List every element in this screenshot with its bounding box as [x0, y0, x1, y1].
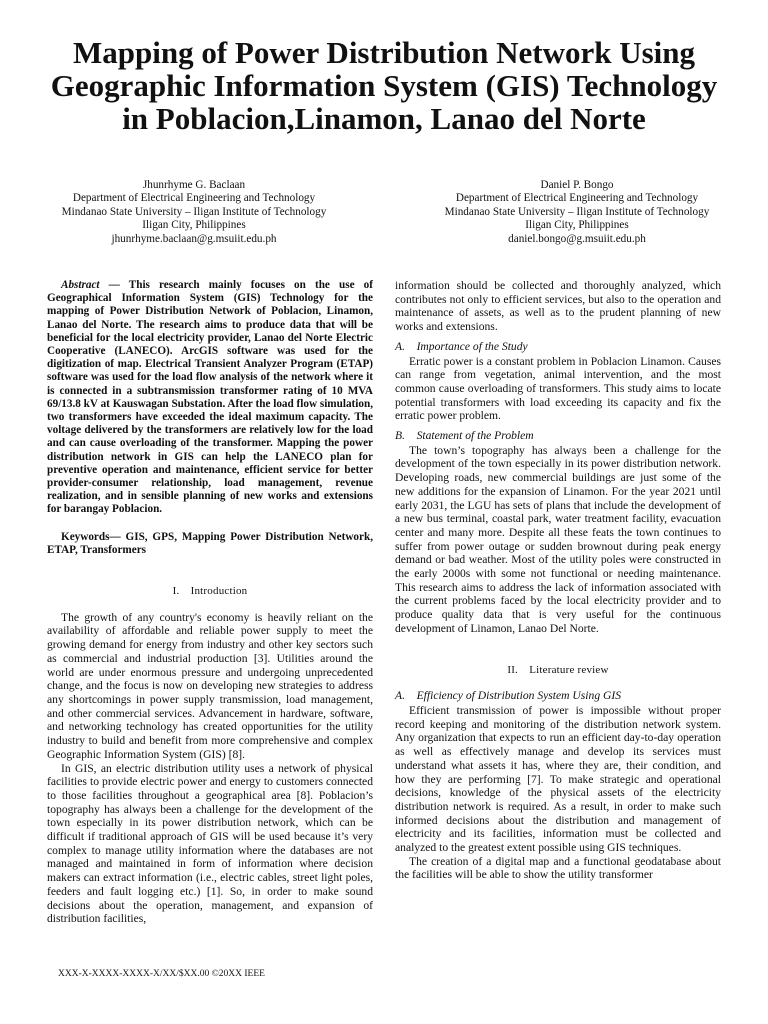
author-institution: Mindanao State University – Iligan Institute of Technology: [61, 205, 327, 218]
literature-paragraph-2: The creation of a digital map and a functional geodatabase about the facilities will be able to show the utility transformer: [395, 854, 721, 882]
subsection-heading-efficiency: A. Efficiency of Distribution System Using GIS: [395, 689, 622, 703]
author-email: jhunrhyme.baclaan@g.msuiit.edu.ph: [111, 232, 277, 245]
keywords: Keywords— GIS, GPS, Mapping Power Distribution Network, ETAP, Transformers: [47, 530, 373, 556]
author-department: Department of Electrical Engineering and Technology: [72, 192, 316, 205]
paper-title: Mapping of Power Distribution Network Using Geographic Information System (GIS) Technology in Poblacion,Linamon, Lanao del Norte: [50, 35, 718, 136]
author-department: Department of Electrical Engineering and Technology: [455, 192, 699, 205]
author-city: Iligan City, Philippines: [142, 219, 246, 232]
abstract-label: Abstract: [61, 279, 100, 291]
intro-paragraph-2: In GIS, an electric distribution utility uses a network of physical facilities to provide electric power and energy to customers connected to those facilities throughout a geographical area [8]. Poblacion’s topography has always been a challenge for the development of the town especially in its power distribution network, which can be difficult if traditional approach of GIS will be used because it’s very complex to manage utility information where the databases are not managed and maintained in form of information where decision makers can extract information (i.e., electric cables, street light poles, feeders and fault logging etc.) [1]. So, in order to make sound decisions about the operation, management, and expansion of distribution facilities,: [47, 761, 373, 926]
problem-paragraph: The town’s topography has always been a challenge for the development of the town especially in its power distribution network. Developing roads, new commercial buildings are just some of the new additions for the expansion of Linamon. For the year 2021 until early 2031, the LGU has sets of plans that include the development of a new bus terminal, coastal park, water treatment facility, evacuation center and many more. Despite all these feats the town continues to suffer from power outage or sudden brownout during peak energy demand or bad weather. Most of the utility poles were constructed in the early 2000s with some not functional or needing maintenance. This research aims to address the lack of information associated with the current problems faced by the local electricity provider and to produce quality data that is very useful for the continuous development of Linamon, Lanao Del Norte.: [395, 443, 721, 635]
section-heading-literature: II. Literature review: [507, 663, 609, 676]
subsection-heading-importance: A. Importance of the Study: [395, 339, 528, 353]
left-column: [47, 279, 373, 926]
author-institution: Mindanao State University – Iligan Institute of Technology: [444, 205, 710, 218]
author-block-2: [412, 179, 742, 246]
intro-paragraph-1: The growth of any country's economy is heavily reliant on the availability of affordable and reliable power supply to meet the growing demand for energy from industry and other key sectors such as commercial and industrial production [3]. Utilities around the world are under enormous pressure and undergoing unprecedented change, and the focus is now on developing new strategies to address any shortcomings in power supply transmission, load management, and other commercial services. Advancement in hardware, software, and networking technology has created opportunities for the utility industry to build and benefit from more comprehensive and complex Geographic Information System (GIS) [8].: [47, 610, 373, 761]
author-name: Daniel P. Bongo: [540, 179, 614, 191]
author-name: Jhunrhyme G. Baclaan: [142, 179, 246, 191]
right-column: [395, 279, 721, 882]
literature-paragraph-1: Efficient transmission of power is impossible without proper record keeping and monitoring of the distribution network system. Any organization that expects to run an efficient day-to-day operation as well as effectively manage and develop its services must understand what assets it has, where they are, their condition, and how they are performing [7]. To make strategic and operational decisions, knowledge of the physical assets of the electricity distribution network is required. As a result, in order to make such informed decisions about the distribution and management of electricity and its facilities, information must be collected and analyzed to the greatest extent possible using GIS techniques.: [395, 703, 721, 855]
author-block-1: [29, 179, 359, 246]
copyright-footer: XXX-X-XXXX-XXXX-X/XX/$XX.00 ©20XX IEEE: [58, 969, 265, 979]
section-heading-introduction: I. Introduction: [172, 585, 248, 598]
author-email: daniel.bongo@g.msuiit.edu.ph: [508, 232, 646, 245]
importance-paragraph: Erratic power is a constant problem in Poblacion Linamon. Causes can range from vegetation, animal intervention, and the most common cause overloading of transformers. This study aims to locate potential transformers with load exceeding its capacity and fix the erratic power problem.: [395, 354, 721, 423]
intro-paragraph-continued: information should be collected and thoroughly analyzed, which contributes not only to efficient services, but also to the operation and maintenance of assets, as well as to the prudent planning of new works and extensions.: [395, 279, 721, 334]
abstract-text: — This research mainly focuses on the use of Geographical Information System (GIS) Technology for the mapping of Power Distribution Network of Poblacion, Linamon, Lanao del Norte. The research aims to produce data that will be beneficial for the local electricity provider, Lanao del Norte Electric Cooperative (LANECO). ArcGIS software was used for the digitization of map. Electrical Transient Analyzer Program (ETAP) software was used for the load flow analysis of the network where it is connected in a subtransmission transformer rating of 10 MVA 69/13.8 kV at Kauswagan Substation. After the load flow simulation, two transformers have exceeded the ideal maximum capacity. The voltage delivered by the transformers are relatively low for the load and can cause overloading of the transformer. Mapping the power distribution network in GIS can help the LANECO plan for preventive operation and maintenance, efficient service for better provider-consumer relationship, load management, revenue realization, and in sensible planning of new works and extensions for barangay Poblacion.: [47, 279, 373, 516]
abstract: [47, 279, 373, 517]
subsection-heading-problem: B. Statement of the Problem: [395, 429, 534, 443]
author-city: Iligan City, Philippines: [525, 219, 629, 232]
